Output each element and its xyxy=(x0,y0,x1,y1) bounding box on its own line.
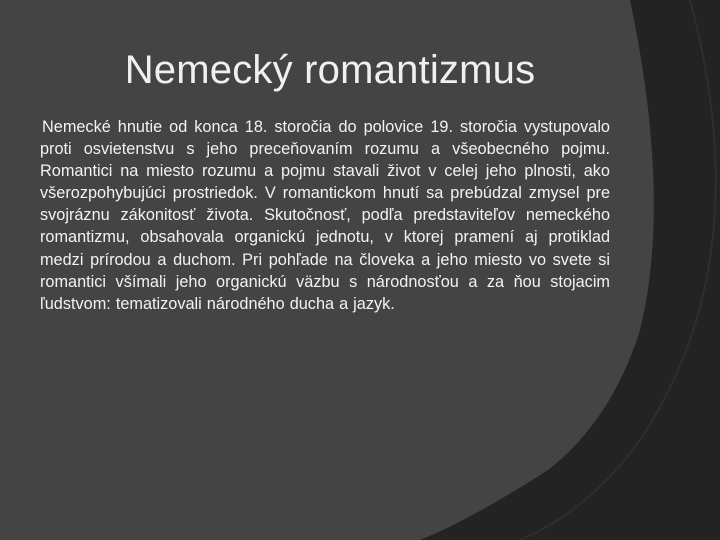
slide-body-text: Nemecké hnutie od konca 18. storočia do polovice 19. storočia vystupovalo proti osvietenstvu s jeho preceňovaním rozumu a všeobecného pojmu. Romantici na miesto rozumu a pojmu stavali život v celej jeho plnosti, ako všerozpohybujúci prostriedok. V romantickom hnutí sa prebúdzal zmysel pre svojráznu zákonitosť života. Skutočnosť, podľa predstaviteľov nemeckého romantizmu, obsahovala organickú jednotu, v ktorej pramení aj protiklad medzi prírodou a duchom. Pri pohľade na človeka a jeho miesto vo svete si romantici všímali jeho organickú väzbu s národnosťou a za ňou stojacim ľudstvom: tematizovali národného ducha a jazyk. xyxy=(40,118,610,313)
slide-title: Nemecký romantizmus xyxy=(124,48,536,92)
